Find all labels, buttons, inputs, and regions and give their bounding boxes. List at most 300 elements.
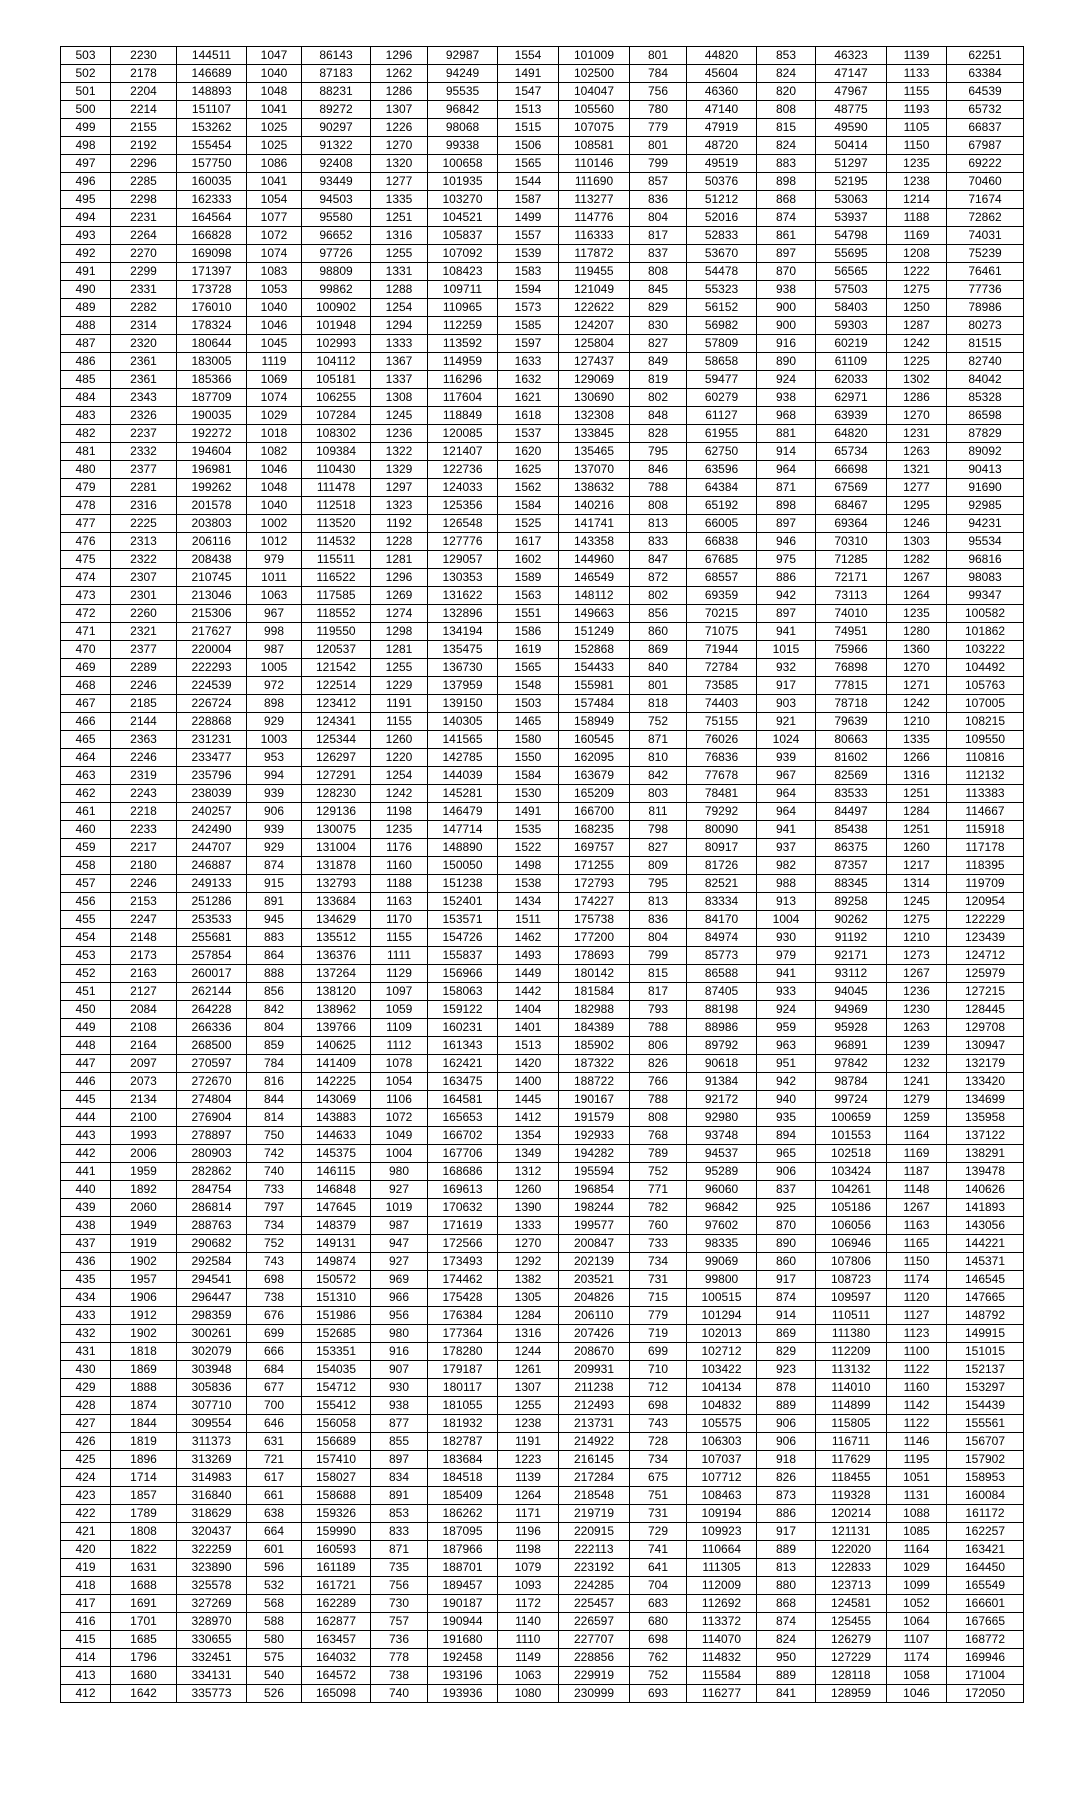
table-cell: 224285 bbox=[559, 1577, 630, 1595]
table-cell: 1255 bbox=[371, 659, 428, 677]
table-cell: 1298 bbox=[371, 623, 428, 641]
table-cell: 168686 bbox=[428, 1163, 498, 1181]
table-cell: 164581 bbox=[428, 1091, 498, 1109]
table-cell: 125344 bbox=[302, 731, 371, 749]
table-cell: 680 bbox=[630, 1613, 687, 1631]
table-row bbox=[61, 425, 1024, 443]
table-cell: 268500 bbox=[177, 1037, 247, 1055]
table-cell: 2321 bbox=[111, 623, 177, 641]
table-cell: 1270 bbox=[371, 137, 428, 155]
table-cell: 69222 bbox=[947, 155, 1024, 173]
table-cell: 1584 bbox=[498, 497, 559, 515]
table-cell: 151310 bbox=[302, 1289, 371, 1307]
table-cell: 124712 bbox=[947, 947, 1024, 965]
table-cell: 143069 bbox=[302, 1091, 371, 1109]
score-distribution-table bbox=[60, 46, 1024, 1703]
table-cell: 2361 bbox=[111, 353, 177, 371]
table-cell: 856 bbox=[630, 605, 687, 623]
table-cell: 160084 bbox=[947, 1487, 1024, 1505]
table-cell: 799 bbox=[630, 155, 687, 173]
table-row bbox=[61, 677, 1024, 695]
table-cell: 849 bbox=[630, 353, 687, 371]
table-cell: 152137 bbox=[947, 1361, 1024, 1379]
table-cell: 107284 bbox=[302, 407, 371, 425]
table-cell: 84042 bbox=[947, 371, 1024, 389]
table-cell: 1550 bbox=[498, 749, 559, 767]
table-cell: 2233 bbox=[111, 821, 177, 839]
table-cell: 190167 bbox=[559, 1091, 630, 1109]
table-cell: 1584 bbox=[498, 767, 559, 785]
table-cell: 1267 bbox=[887, 965, 947, 983]
table-cell: 1003 bbox=[247, 731, 302, 749]
table-cell: 104134 bbox=[687, 1379, 757, 1397]
table-cell: 64539 bbox=[947, 83, 1024, 101]
table-cell: 83334 bbox=[687, 893, 757, 911]
table-cell: 231231 bbox=[177, 731, 247, 749]
table-cell: 1046 bbox=[247, 317, 302, 335]
table-cell: 1320 bbox=[371, 155, 428, 173]
table-cell: 166700 bbox=[559, 803, 630, 821]
table-cell: 69364 bbox=[816, 515, 887, 533]
table-cell: 766 bbox=[630, 1073, 687, 1091]
score-cell: 441 bbox=[61, 1163, 111, 1181]
table-cell: 1412 bbox=[498, 1109, 559, 1127]
table-cell: 1150 bbox=[887, 1253, 947, 1271]
table-cell: 87183 bbox=[302, 65, 371, 83]
table-cell: 181055 bbox=[428, 1397, 498, 1415]
table-cell: 810 bbox=[630, 749, 687, 767]
table-cell: 87829 bbox=[947, 425, 1024, 443]
table-cell: 1225 bbox=[887, 353, 947, 371]
table-cell: 1354 bbox=[498, 1127, 559, 1145]
table-cell: 76836 bbox=[687, 749, 757, 767]
table-cell: 2377 bbox=[111, 461, 177, 479]
table-cell: 226597 bbox=[559, 1613, 630, 1631]
table-cell: 575 bbox=[247, 1649, 302, 1667]
table-cell: 827 bbox=[630, 335, 687, 353]
table-cell: 915 bbox=[247, 875, 302, 893]
score-cell: 447 bbox=[61, 1055, 111, 1073]
score-cell: 435 bbox=[61, 1271, 111, 1289]
score-cell: 464 bbox=[61, 749, 111, 767]
table-cell: 67987 bbox=[947, 137, 1024, 155]
table-cell: 101009 bbox=[559, 47, 630, 65]
score-cell: 468 bbox=[61, 677, 111, 695]
table-cell: 906 bbox=[247, 803, 302, 821]
table-cell: 2307 bbox=[111, 569, 177, 587]
table-cell: 66698 bbox=[816, 461, 887, 479]
table-cell: 2260 bbox=[111, 605, 177, 623]
table-cell: 1912 bbox=[111, 1307, 177, 1325]
table-cell: 1063 bbox=[498, 1667, 559, 1685]
table-cell: 104521 bbox=[428, 209, 498, 227]
table-cell: 1503 bbox=[498, 695, 559, 713]
table-cell: 1086 bbox=[247, 155, 302, 173]
table-cell: 842 bbox=[630, 767, 687, 785]
table-cell: 756 bbox=[630, 83, 687, 101]
table-row bbox=[61, 659, 1024, 677]
table-cell: 1214 bbox=[887, 191, 947, 209]
table-cell: 1522 bbox=[498, 839, 559, 857]
table-row bbox=[61, 767, 1024, 785]
table-cell: 144221 bbox=[947, 1235, 1024, 1253]
table-cell: 1041 bbox=[247, 101, 302, 119]
table-cell: 187966 bbox=[428, 1541, 498, 1559]
table-cell: 130690 bbox=[559, 389, 630, 407]
table-cell: 808 bbox=[630, 497, 687, 515]
table-row bbox=[61, 731, 1024, 749]
table-cell: 123439 bbox=[947, 929, 1024, 947]
score-cell: 460 bbox=[61, 821, 111, 839]
score-cell: 480 bbox=[61, 461, 111, 479]
table-cell: 187709 bbox=[177, 389, 247, 407]
table-cell: 225457 bbox=[559, 1595, 630, 1613]
table-cell: 172793 bbox=[559, 875, 630, 893]
table-cell: 46360 bbox=[687, 83, 757, 101]
table-cell: 117629 bbox=[816, 1451, 887, 1469]
table-cell: 138120 bbox=[302, 983, 371, 1001]
table-cell: 305836 bbox=[177, 1379, 247, 1397]
table-cell: 113383 bbox=[947, 785, 1024, 803]
table-cell: 89272 bbox=[302, 101, 371, 119]
table-cell: 127776 bbox=[428, 533, 498, 551]
table-cell: 274804 bbox=[177, 1091, 247, 1109]
table-cell: 107005 bbox=[947, 695, 1024, 713]
table-cell: 778 bbox=[371, 1649, 428, 1667]
score-cell: 434 bbox=[61, 1289, 111, 1307]
table-cell: 2084 bbox=[111, 1001, 177, 1019]
table-cell: 1316 bbox=[498, 1325, 559, 1343]
table-cell: 1525 bbox=[498, 515, 559, 533]
table-cell: 72171 bbox=[816, 569, 887, 587]
table-cell: 1511 bbox=[498, 911, 559, 929]
table-cell: 1562 bbox=[498, 479, 559, 497]
score-cell: 414 bbox=[61, 1649, 111, 1667]
table-cell: 1163 bbox=[371, 893, 428, 911]
table-cell: 94503 bbox=[302, 191, 371, 209]
table-cell: 1244 bbox=[498, 1343, 559, 1361]
table-cell: 939 bbox=[757, 749, 816, 767]
table-cell: 163421 bbox=[947, 1541, 1024, 1559]
table-cell: 898 bbox=[757, 497, 816, 515]
table-cell: 99069 bbox=[687, 1253, 757, 1271]
table-cell: 167665 bbox=[947, 1613, 1024, 1631]
table-cell: 51297 bbox=[816, 155, 887, 173]
table-cell: 125356 bbox=[428, 497, 498, 515]
table-cell: 294541 bbox=[177, 1271, 247, 1289]
table-cell: 2230 bbox=[111, 47, 177, 65]
score-cell: 442 bbox=[61, 1145, 111, 1163]
table-cell: 2264 bbox=[111, 227, 177, 245]
table-cell: 788 bbox=[630, 479, 687, 497]
table-cell: 1284 bbox=[498, 1307, 559, 1325]
table-cell: 220915 bbox=[559, 1523, 630, 1541]
table-cell: 1191 bbox=[498, 1433, 559, 1451]
table-cell: 96842 bbox=[428, 101, 498, 119]
table-cell: 122229 bbox=[947, 911, 1024, 929]
table-cell: 1235 bbox=[887, 605, 947, 623]
table-cell: 1491 bbox=[498, 803, 559, 821]
table-cell: 1465 bbox=[498, 713, 559, 731]
table-cell: 89092 bbox=[947, 443, 1024, 461]
table-cell: 1857 bbox=[111, 1487, 177, 1505]
table-cell: 144039 bbox=[428, 767, 498, 785]
table-cell: 698 bbox=[247, 1271, 302, 1289]
table-cell: 864 bbox=[247, 947, 302, 965]
table-cell: 104112 bbox=[302, 353, 371, 371]
table-cell: 153262 bbox=[177, 119, 247, 137]
table-cell: 139150 bbox=[428, 695, 498, 713]
table-cell: 328970 bbox=[177, 1613, 247, 1631]
table-cell: 1367 bbox=[371, 353, 428, 371]
table-row bbox=[61, 785, 1024, 803]
table-cell: 292584 bbox=[177, 1253, 247, 1271]
table-cell: 1105 bbox=[887, 119, 947, 137]
table-cell: 63384 bbox=[947, 65, 1024, 83]
table-cell: 964 bbox=[757, 785, 816, 803]
table-cell: 154035 bbox=[302, 1361, 371, 1379]
table-cell: 874 bbox=[757, 209, 816, 227]
table-cell: 1264 bbox=[887, 587, 947, 605]
table-cell: 96652 bbox=[302, 227, 371, 245]
table-cell: 1551 bbox=[498, 605, 559, 623]
table-cell: 1796 bbox=[111, 1649, 177, 1667]
table-cell: 1292 bbox=[498, 1253, 559, 1271]
table-cell: 151249 bbox=[559, 623, 630, 641]
table-cell: 71674 bbox=[947, 191, 1024, 209]
score-cell: 413 bbox=[61, 1667, 111, 1685]
table-cell: 853 bbox=[371, 1505, 428, 1523]
table-cell: 1691 bbox=[111, 1595, 177, 1613]
table-cell: 114667 bbox=[947, 803, 1024, 821]
table-cell: 196981 bbox=[177, 461, 247, 479]
table-cell: 88986 bbox=[687, 1019, 757, 1037]
table-cell: 987 bbox=[247, 641, 302, 659]
table-cell: 2180 bbox=[111, 857, 177, 875]
score-cell: 477 bbox=[61, 515, 111, 533]
table-cell: 1074 bbox=[247, 389, 302, 407]
table-cell: 1155 bbox=[371, 929, 428, 947]
table-cell: 1633 bbox=[498, 353, 559, 371]
score-cell: 493 bbox=[61, 227, 111, 245]
table-cell: 150572 bbox=[302, 1271, 371, 1289]
score-cell: 497 bbox=[61, 155, 111, 173]
table-row bbox=[61, 947, 1024, 965]
table-cell: 109597 bbox=[816, 1289, 887, 1307]
table-cell: 1281 bbox=[371, 641, 428, 659]
table-cell: 113132 bbox=[816, 1361, 887, 1379]
table-cell: 206110 bbox=[559, 1307, 630, 1325]
table-cell: 1251 bbox=[371, 209, 428, 227]
table-cell: 217284 bbox=[559, 1469, 630, 1487]
table-cell: 88345 bbox=[816, 875, 887, 893]
table-cell: 2097 bbox=[111, 1055, 177, 1073]
table-cell: 103424 bbox=[816, 1163, 887, 1181]
table-cell: 710 bbox=[630, 1361, 687, 1379]
table-cell: 601 bbox=[247, 1541, 302, 1559]
table-cell: 1079 bbox=[498, 1559, 559, 1577]
table-cell: 872 bbox=[630, 569, 687, 587]
table-cell: 165209 bbox=[559, 785, 630, 803]
score-cell: 453 bbox=[61, 947, 111, 965]
table-cell: 1260 bbox=[498, 1181, 559, 1199]
table-cell: 100902 bbox=[302, 299, 371, 317]
table-cell: 86588 bbox=[687, 965, 757, 983]
table-cell: 64384 bbox=[687, 479, 757, 497]
table-cell: 740 bbox=[247, 1163, 302, 1181]
table-cell: 869 bbox=[630, 641, 687, 659]
table-cell: 116522 bbox=[302, 569, 371, 587]
table-cell: 1335 bbox=[887, 731, 947, 749]
table-cell: 1242 bbox=[887, 335, 947, 353]
table-cell: 1229 bbox=[371, 677, 428, 695]
table-cell: 53670 bbox=[687, 245, 757, 263]
table-cell: 1316 bbox=[887, 767, 947, 785]
score-cell: 503 bbox=[61, 47, 111, 65]
table-cell: 212493 bbox=[559, 1397, 630, 1415]
table-row bbox=[61, 875, 1024, 893]
table-row bbox=[61, 1307, 1024, 1325]
table-cell: 913 bbox=[757, 893, 816, 911]
table-cell: 173728 bbox=[177, 281, 247, 299]
table-cell: 1235 bbox=[887, 155, 947, 173]
table-cell: 109384 bbox=[302, 443, 371, 461]
table-cell: 203803 bbox=[177, 515, 247, 533]
table-cell: 1333 bbox=[498, 1217, 559, 1235]
table-row bbox=[61, 911, 1024, 929]
table-cell: 80273 bbox=[947, 317, 1024, 335]
score-cell: 494 bbox=[61, 209, 111, 227]
table-cell: 1270 bbox=[498, 1235, 559, 1253]
table-cell: 890 bbox=[757, 1235, 816, 1253]
table-cell: 927 bbox=[371, 1253, 428, 1271]
table-cell: 2204 bbox=[111, 83, 177, 101]
table-cell: 105560 bbox=[559, 101, 630, 119]
table-cell: 98335 bbox=[687, 1235, 757, 1253]
table-cell: 138632 bbox=[559, 479, 630, 497]
table-cell: 859 bbox=[247, 1037, 302, 1055]
table-cell: 73585 bbox=[687, 677, 757, 695]
table-cell: 2301 bbox=[111, 587, 177, 605]
table-cell: 334131 bbox=[177, 1667, 247, 1685]
score-cell: 444 bbox=[61, 1109, 111, 1127]
table-cell: 128118 bbox=[816, 1667, 887, 1685]
table-row bbox=[61, 101, 1024, 119]
score-cell: 439 bbox=[61, 1199, 111, 1217]
table-cell: 178280 bbox=[428, 1343, 498, 1361]
table-cell: 1302 bbox=[887, 371, 947, 389]
table-cell: 1701 bbox=[111, 1613, 177, 1631]
table-cell: 1040 bbox=[247, 299, 302, 317]
table-cell: 1270 bbox=[887, 407, 947, 425]
table-cell: 169613 bbox=[428, 1181, 498, 1199]
table-cell: 206116 bbox=[177, 533, 247, 551]
table-row bbox=[61, 1001, 1024, 1019]
table-cell: 1254 bbox=[371, 767, 428, 785]
table-cell: 2225 bbox=[111, 515, 177, 533]
score-cell: 486 bbox=[61, 353, 111, 371]
table-row bbox=[61, 479, 1024, 497]
table-cell: 155412 bbox=[302, 1397, 371, 1415]
table-cell: 111478 bbox=[302, 479, 371, 497]
table-cell: 91322 bbox=[302, 137, 371, 155]
table-cell: 104047 bbox=[559, 83, 630, 101]
table-cell: 233477 bbox=[177, 749, 247, 767]
table-cell: 941 bbox=[757, 821, 816, 839]
table-cell: 1620 bbox=[498, 443, 559, 461]
table-cell: 156707 bbox=[947, 1433, 1024, 1451]
table-cell: 1196 bbox=[498, 1523, 559, 1541]
table-cell: 85773 bbox=[687, 947, 757, 965]
table-cell: 66005 bbox=[687, 515, 757, 533]
table-cell: 160593 bbox=[302, 1541, 371, 1559]
table-cell: 58403 bbox=[816, 299, 887, 317]
table-row bbox=[61, 1559, 1024, 1577]
table-cell: 162095 bbox=[559, 749, 630, 767]
table-cell: 804 bbox=[630, 929, 687, 947]
score-cell: 455 bbox=[61, 911, 111, 929]
table-cell: 159326 bbox=[302, 1505, 371, 1523]
table-cell: 162333 bbox=[177, 191, 247, 209]
table-cell: 131878 bbox=[302, 857, 371, 875]
table-row bbox=[61, 83, 1024, 101]
table-cell: 52016 bbox=[687, 209, 757, 227]
table-cell: 1064 bbox=[887, 1613, 947, 1631]
table-cell: 1329 bbox=[371, 461, 428, 479]
table-cell: 2331 bbox=[111, 281, 177, 299]
table-cell: 1046 bbox=[887, 1685, 947, 1703]
table-cell: 883 bbox=[247, 929, 302, 947]
table-cell: 1169 bbox=[887, 1145, 947, 1163]
table-cell: 1331 bbox=[371, 263, 428, 281]
table-row bbox=[61, 1613, 1024, 1631]
table-cell: 108581 bbox=[559, 137, 630, 155]
table-cell: 925 bbox=[757, 1199, 816, 1217]
table-cell: 142225 bbox=[302, 1073, 371, 1091]
table-cell: 311373 bbox=[177, 1433, 247, 1451]
table-row bbox=[61, 605, 1024, 623]
table-cell: 804 bbox=[247, 1019, 302, 1037]
score-cell: 419 bbox=[61, 1559, 111, 1577]
table-cell: 78718 bbox=[816, 695, 887, 713]
table-cell: 63596 bbox=[687, 461, 757, 479]
table-cell: 1097 bbox=[371, 983, 428, 1001]
table-cell: 1335 bbox=[371, 191, 428, 209]
table-cell: 1586 bbox=[498, 623, 559, 641]
table-cell: 803 bbox=[630, 785, 687, 803]
table-cell: 802 bbox=[630, 587, 687, 605]
score-cell: 450 bbox=[61, 1001, 111, 1019]
table-row bbox=[61, 263, 1024, 281]
table-cell: 795 bbox=[630, 875, 687, 893]
table-cell: 72862 bbox=[947, 209, 1024, 227]
table-cell: 199262 bbox=[177, 479, 247, 497]
table-cell: 2326 bbox=[111, 407, 177, 425]
table-cell: 1949 bbox=[111, 1217, 177, 1235]
table-cell: 76461 bbox=[947, 263, 1024, 281]
table-cell: 179187 bbox=[428, 1361, 498, 1379]
table-cell: 178693 bbox=[559, 947, 630, 965]
table-cell: 76898 bbox=[816, 659, 887, 677]
table-cell: 144960 bbox=[559, 551, 630, 569]
table-row bbox=[61, 1271, 1024, 1289]
table-row bbox=[61, 1397, 1024, 1415]
table-cell: 141893 bbox=[947, 1199, 1024, 1217]
score-cell: 440 bbox=[61, 1181, 111, 1199]
table-cell: 1583 bbox=[498, 263, 559, 281]
score-cell: 499 bbox=[61, 119, 111, 137]
table-row bbox=[61, 695, 1024, 713]
